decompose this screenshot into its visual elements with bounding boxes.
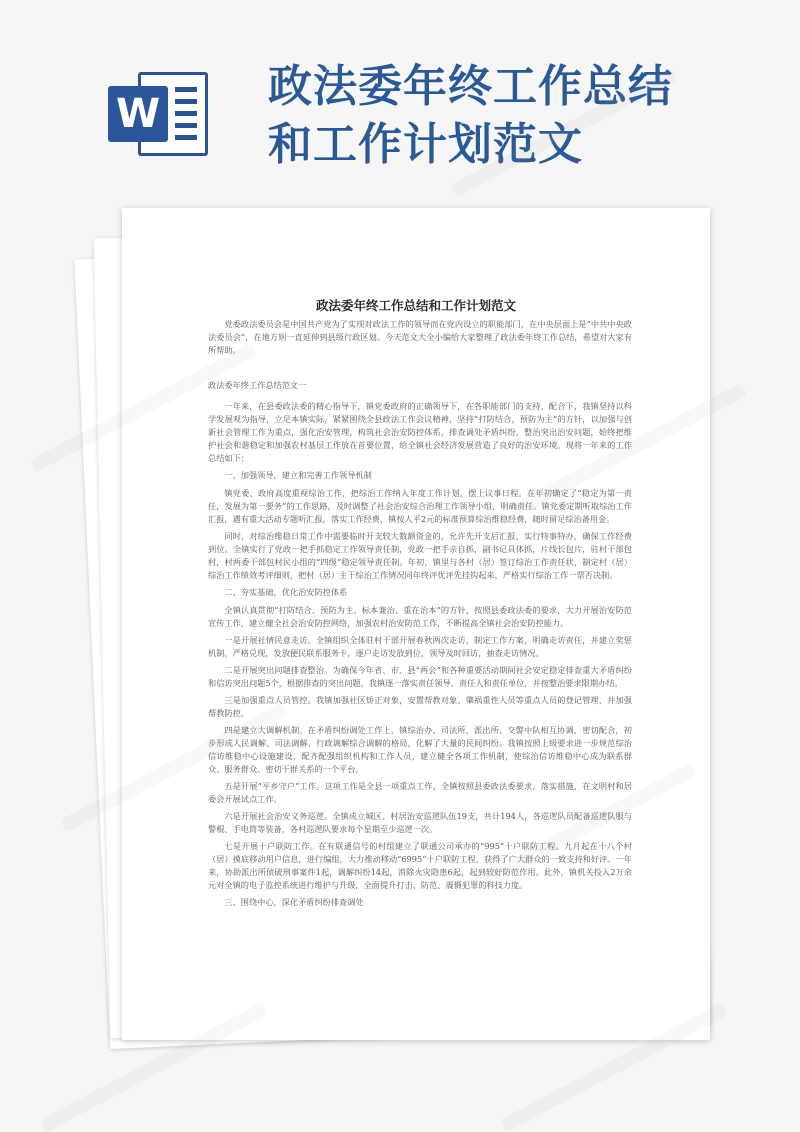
section-heading: 三、围绕中心，深化矛盾纠纷排查调处 — [224, 897, 364, 907]
page-title: 政法委年终工作总结和工作计划范文 — [268, 61, 673, 170]
body-paragraph: 六是开展社会治安义务巡逻。全镇成立城区、村居治安巡逻队伍19支，共计194人，各巡逻队员配备巡逻队服与警棍、手电筒等装备，各村巡逻队要求每个星期至少巡逻一次。 — [208, 811, 632, 834]
body-paragraph: 五是开展“平乡守户”工作。这项工作是全县一项重点工作，全镇按照县委政法委要求，落实措施，在文明村和居委会开展试点工作。 — [208, 781, 632, 804]
body-paragraph: 二是开展突出问题排查整治。为确保今年省、市、县“两会”和各种重要活动期间社会安定稳定排查重大矛盾纠纷和信访突出问题5个，根据排查的突出问题，我镇逐一落实责任领导、责任人和责任单位，并按整治要求限期办结。 — [208, 665, 632, 688]
document-title: 政法委年终工作总结和工作计划范文 — [315, 298, 516, 313]
body-paragraph: 镇党委、政府高度重视综治工作，把综治工作纳入年度工作计划，摆上议事日程。在年初确定了“稳定为第一责任，发展为第一要务”的工作思路，及时调整了社会治安综合治理工作领导小组，明确责任。镇党委定期听取综治工作汇报，遇有重大活动专题听汇报，落实工作经费，镇按人平2元的标准预算综治维稳经费，随时留足综治备用金。 — [208, 488, 632, 524]
body-paragraph: 同时，对综治维稳日常工作中需要临时开支较大数额资金的，允许先开支后汇报，实行特事特办，确保工作经费到位。全镇实行了党政一把手抓稳定工作领导责任制，党政一把手亲自抓，副书记具体抓，片线长包片，驻村干部包村，村两委干部包村民小组的“四级”稳定领导责任制。年初，镇里与各村（居）签订综治工作责任状，制定村（居）综治工作绩效考评细则，把村（居）主干综治工作情况同年终评优评先挂钩起来，严格实行综治工作一票否决制。 — [208, 531, 632, 580]
body-paragraph: 七是开展十户联防工作。在有联通信号的村组建立了联通公司承办的“995”十户联防工程。九月起在十八个村（居）摸底移动用户信息，进行编组，大力推动移动“6995”十户联防工程，获得了广大群众的一致支持和好评。一年来，协助派出所侦破刑事案件1起，调解纠纷14起，消除火灾隐患6起，起到较好防范作用。此外，镇机关投入2万余元对全镇的电子监控系统进行维护与升级，全面提升打击、防范、震慑犯罪的科技力度。 — [208, 841, 632, 890]
body-paragraph: 党委政法委员会是中国共产党为了实现对政法工作的领导而在党内设立的职能部门，在中央层面上是“中共中央政法委员会”，在地方则一直延伸到县级行政区划。今天范文大全小编给大家整理了政法委年终工作总结，希望对大家有所帮助。 — [208, 319, 632, 355]
body-paragraph: 一年来，在县委政法委的精心指导下，镇党委政府的正确领导下，在各职能部门的支持、配合下，我镇坚持以科学发展观为指导，立足本镇实际，紧紧围绕全县政法工作会议精神，坚持“打防结合，预防为主”的方针，以加强与创新社会管理工作为重点，强化治安管理，构筑社会治安防控体系，排查调处矛盾纠纷，整治突出治安问题，始终把维护社会和谐稳定和加强农村基层工作放在首要位置，给全镇社会经济发展营造了良好的治安环境。现将一年来的工作总结如下： — [208, 401, 632, 463]
document-page — [122, 208, 710, 1040]
word-badge: W — [108, 86, 168, 142]
body-paragraph: 三是加强重点人员管控。我镇加强社区矫正对象，安置帮教对象、肇祸重性人员等重点人员的登记管理，并加强帮教防控。 — [208, 695, 632, 718]
body-paragraph: 全镇认真贯彻“打防结合、预防为主、标本兼治、重在治本”的方针，按照县委政法委的要求，大力开展治安防范宣传工作，建立健全社会治安防控网络，加强农村治安防范工作，不断提高全镇社会治安防控能力。 — [208, 605, 632, 628]
word-document-icon — [108, 68, 212, 160]
section-heading: 一、加强领导，建立和完善工作领导机制 — [224, 470, 372, 480]
body-paragraph: 一是开展社情民意走访。全镇组织全体驻村干部开展春秋两次走访，制定工作方案，明确走访责任，并建立奖惩机制，严格兑现，发放便民联系服务卡，逐户走访发放到位，领导及时回访，抽查走访情况。 — [208, 635, 632, 658]
body-paragraph: 四是建立大调解机制。在矛盾纠纷调处工作上，镇综治办、司法所、派出所、交警中队相互协调、密切配合，初步形成人民调解、司法调解、行政调解综合调解的格局，化解了大量的民间纠纷。我镇按照上级要求进一步规范综治信访维稳中心设施建设，配齐配强组织机构和工作人员，建立健全各项工作机制，使综治信访维稳中心成为联系群众、服务群众、密切干群关系的一个平台。 — [208, 725, 632, 774]
section-subtitle: 政法委年终工作总结范文一 — [208, 380, 307, 390]
section-heading: 二、夯实基础，优化治安防控体系 — [224, 587, 348, 597]
document-body — [208, 318, 632, 914]
